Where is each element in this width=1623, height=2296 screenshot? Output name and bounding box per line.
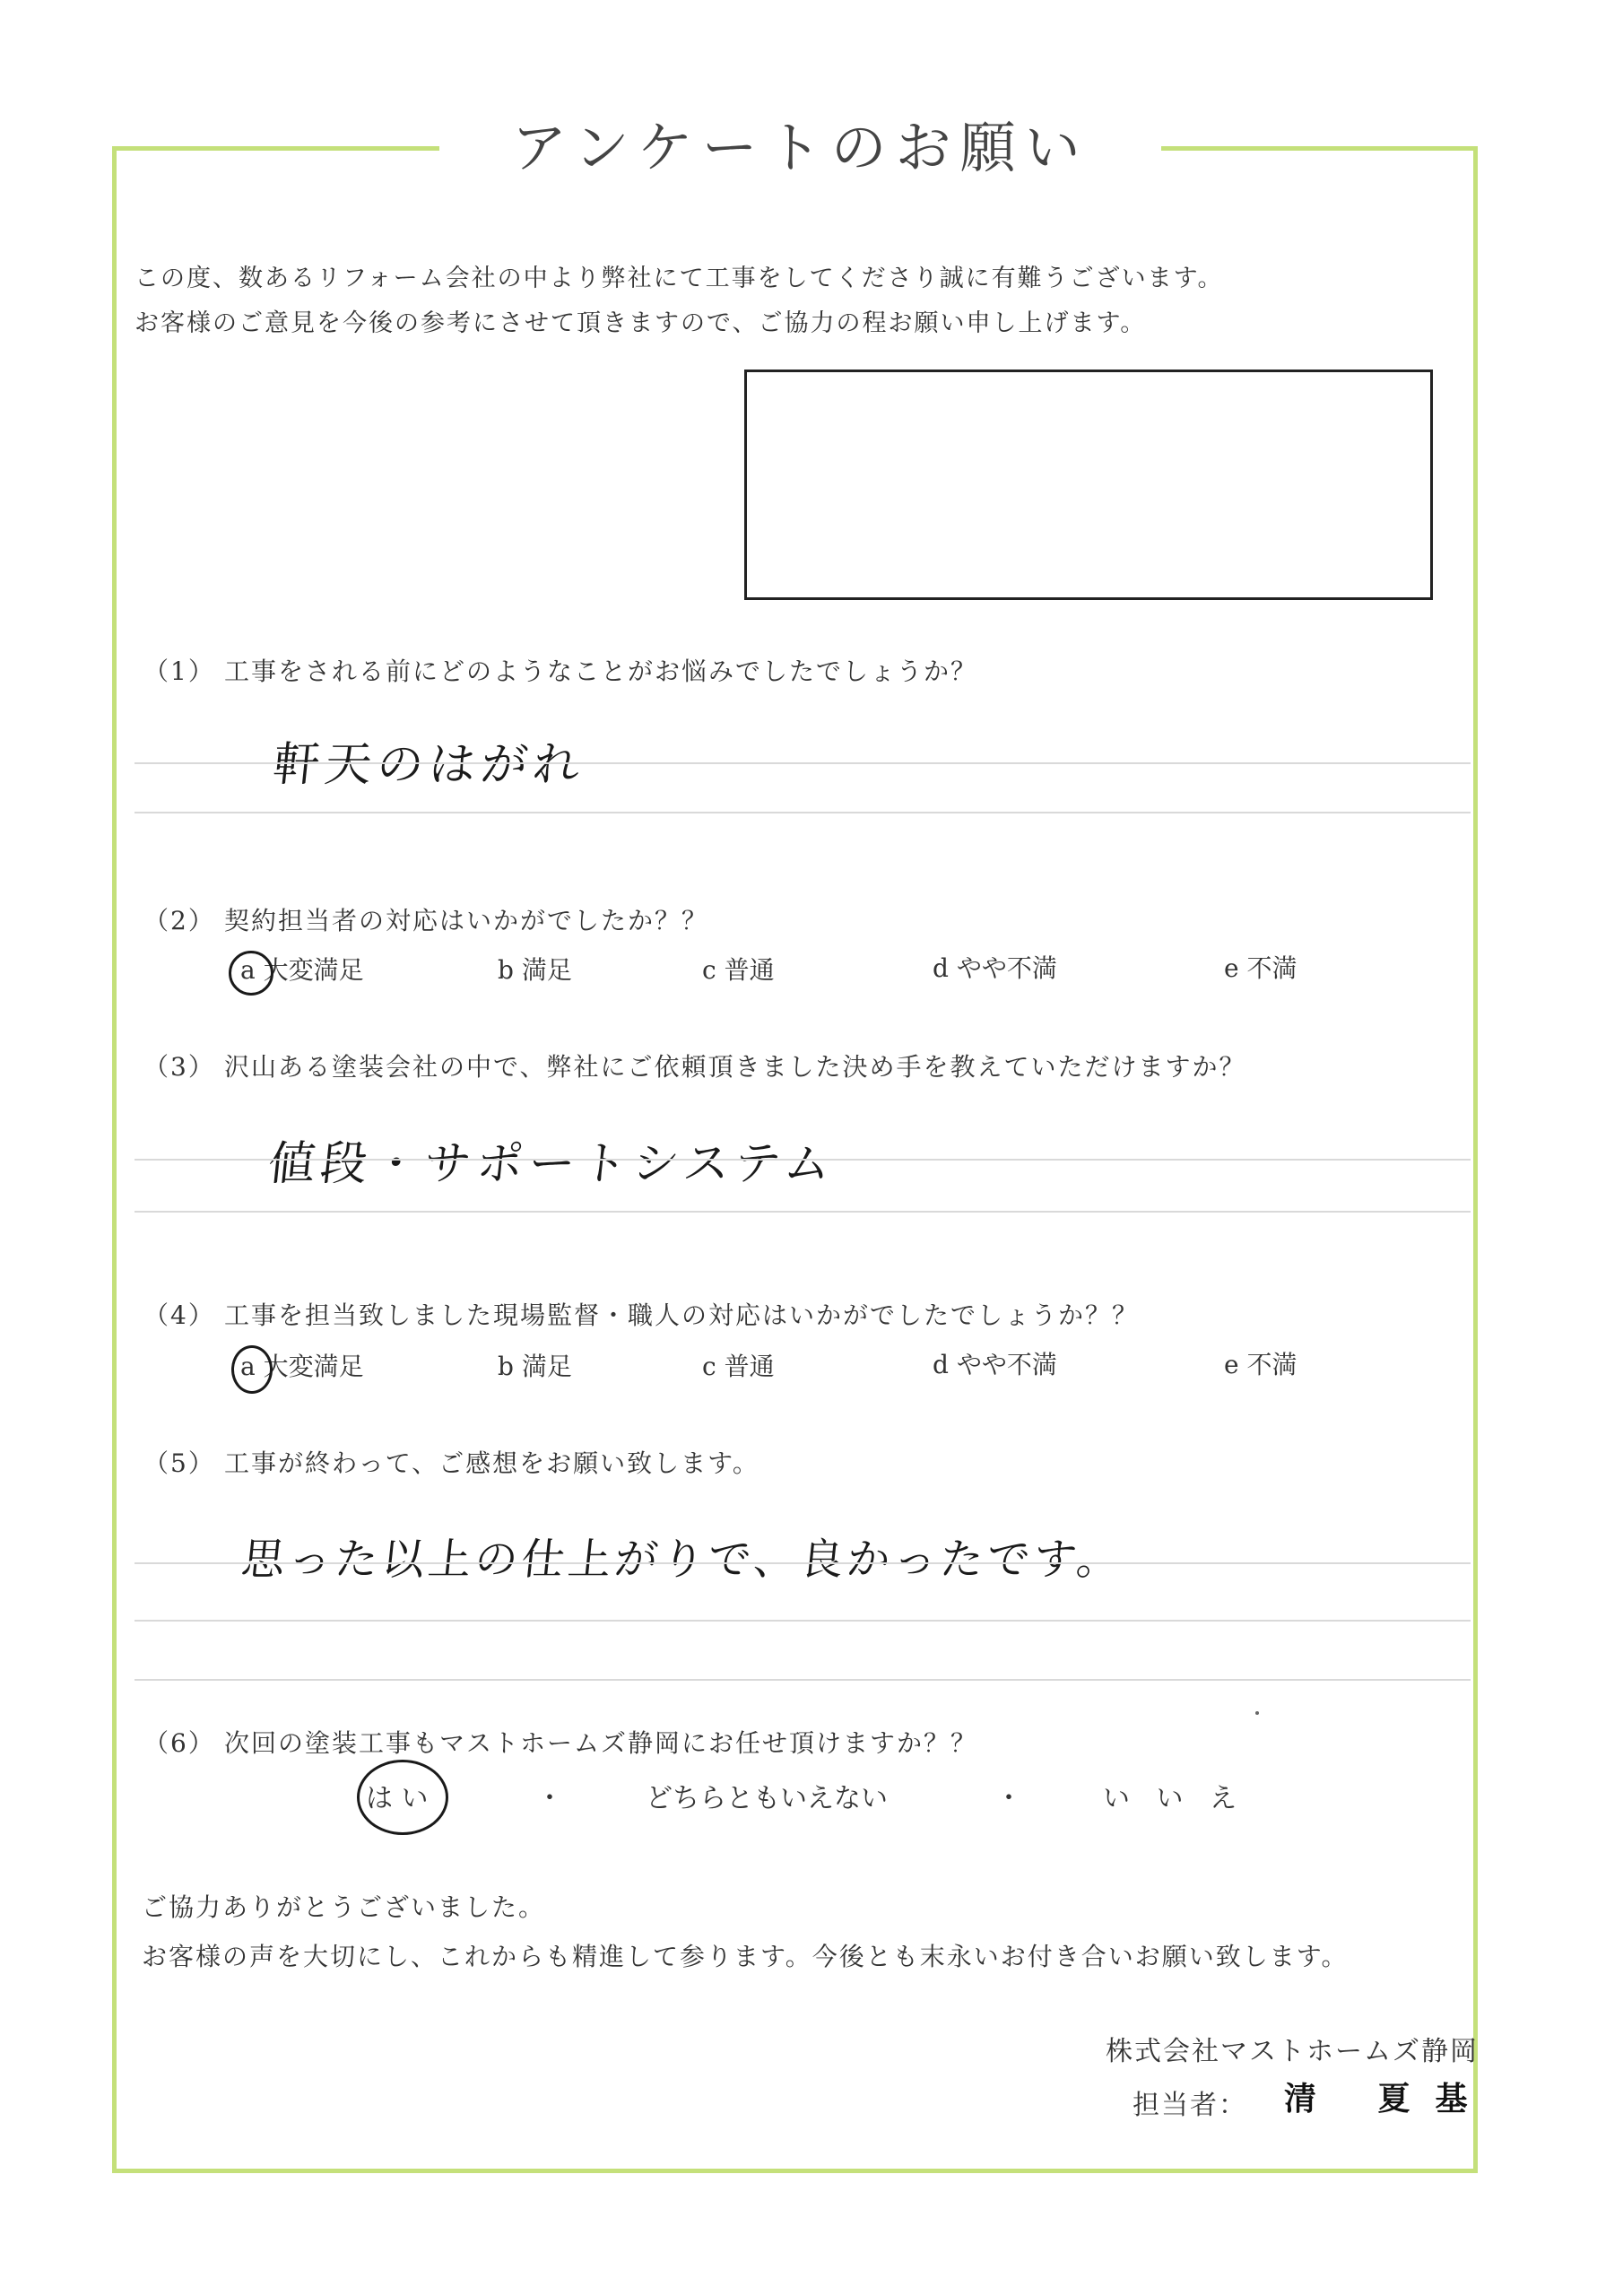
q4-option-c[interactable]: c 普通 [702,1352,775,1381]
page-title: アンケートのお願い [439,108,1161,188]
answer-1-handwritten[interactable]: 軒天のはがれ [270,738,588,792]
q4-selection-circle [231,1345,273,1394]
q2-option-d[interactable]: d やや不満 [933,953,1057,983]
question-number: （4） [143,1300,215,1330]
q2-option-a[interactable]: a 大変満足 [240,955,364,985]
question-text: 次回の塗装工事もマストホームズ静岡にお任せ頂けますか？？ [224,1728,978,1758]
q4-option-d[interactable]: d やや不満 [933,1350,1057,1379]
answer-3-handwritten[interactable]: 値段・サポートシステム [265,1137,839,1191]
answer-rule [135,1211,1471,1213]
question-number: （3） [143,1052,215,1082]
question-number: （6） [143,1728,215,1758]
question-text: 工事を担当致しました現場監督・職人の対応はいかがでしたでしょうか？？ [224,1300,1140,1330]
q2-option-b[interactable]: b 満足 [498,955,572,985]
answer-rule [135,762,1471,764]
photo-placeholder-box [744,370,1433,600]
q6-option-neither[interactable]: どちらともいえない [646,1783,888,1814]
q6-selection-circle [357,1760,448,1835]
q6-separator: ・ [536,1783,563,1814]
staff-label: 担当者： [1133,2090,1247,2121]
question-text: 沢山ある塗装会社の中で、弊社にご依頼頂きました決め手を教えていただけますか？ [224,1052,1246,1082]
question-number: （5） [143,1448,215,1478]
question-6 [143,1724,977,1760]
answer-rule [135,1679,1471,1681]
q4-option-e[interactable]: e 不満 [1224,1350,1298,1379]
q2-option-e[interactable]: e 不満 [1224,953,1298,983]
answer-rule [135,1620,1471,1622]
q6-separator: ・ [995,1783,1022,1814]
q4-option-a[interactable]: a 大変満足 [240,1352,364,1381]
q6-option-yes[interactable]: は い [366,1783,429,1814]
answer-rule [135,812,1471,813]
q6-option-no[interactable]: い い え [1103,1783,1246,1814]
question-2 [143,901,708,937]
q4-option-b[interactable]: b 満足 [498,1352,572,1381]
answer-rule [135,1159,1471,1161]
staff-name-stamp: 清 夏基 [1284,2080,1493,2118]
question-1 [143,652,977,688]
intro-line-1: この度、数あるリフォーム会社の中より弊社にて工事をしてくださり誠に有難うございます。 [135,265,1224,292]
question-text: 契約担当者の対応はいかがでしたか？？ [224,906,709,935]
answer-rule [135,1562,1471,1564]
question-3 [143,1048,1245,1083]
closing-line-2: お客様の声を大切にし、これからも精進して参ります。今後とも末永いお付き合いお願い致します。 [142,1942,1349,1971]
q2-option-c[interactable]: c 普通 [702,955,775,985]
question-text: 工事をされる前にどのようなことがお悩みでしたでしょうか？ [224,657,978,686]
question-4 [143,1296,1139,1332]
question-5 [143,1444,759,1480]
question-number: （1） [143,657,215,686]
answer-5-handwritten[interactable]: 思った以上の仕上がりで、良かったです。 [239,1535,1126,1585]
q2-selection-circle [229,951,273,996]
question-text: 工事が終わって、ご感想をお願い致します。 [224,1448,759,1478]
intro-line-2: お客様のご意見を今後の参考にさせて頂きますので、ご協力の程お願い申し上げます。 [135,309,1147,337]
closing-line-1: ご協力ありがとうございました。 [142,1892,546,1922]
company-name: 株式会社マストホームズ静岡 [1106,2036,1479,2067]
stray-mark [1255,1711,1259,1715]
question-number: （2） [143,906,215,935]
